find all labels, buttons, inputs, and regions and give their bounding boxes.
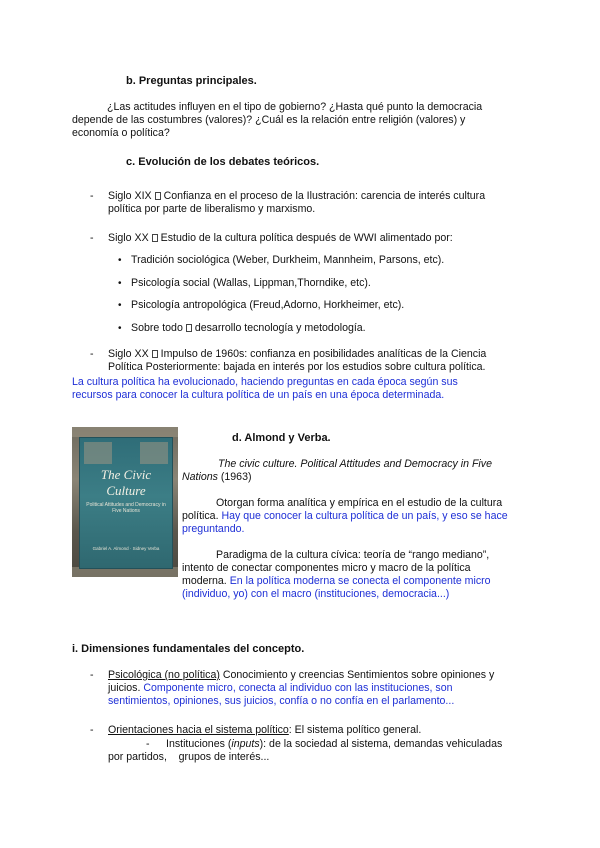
- paragraph-line: ¿Las actitudes influyen en el tipo de gobierno? ¿Hasta qué punto la democracia: [107, 101, 483, 113]
- paragraph-line: intento de conectar componentes micro y macro de la política: [182, 562, 471, 574]
- list-item-orientaciones: [108, 724, 421, 738]
- item-lead: Siglo XX: [108, 232, 149, 244]
- cover-subtitle: Political Attitudes and Democracy in Five Nations: [86, 502, 166, 514]
- item-lead: Siglo XX: [108, 348, 149, 360]
- item-lead: Siglo XIX: [108, 190, 152, 202]
- paragraph-line: Paradigma de la cultura cívica: teoría de “rango mediano”,: [216, 549, 490, 561]
- paragraph-line: (individuo, yo) con el macro (instituciones, democracia...): [182, 588, 450, 600]
- item-text: Impulso de 1960s: confianza en posibilidades analíticas de la Ciencia: [160, 348, 487, 360]
- text-black: política.: [182, 510, 222, 522]
- book-title-continued: [182, 471, 252, 485]
- book-year: (1963): [217, 471, 252, 483]
- sub-italic: inputs: [231, 738, 260, 750]
- item-text: Confianza en el proceso de la Ilustración: carencia de interés cultura: [163, 190, 486, 202]
- list-dash: -: [90, 232, 94, 244]
- list-item-siglo-xx-1960s: [108, 348, 486, 362]
- highlight-note: recursos para conocer la cultura política de un país en una época determinada.: [72, 389, 445, 401]
- item-text-continued: sentimientos, opiniones, sus juicios, confía o no confía en el parlamento...: [108, 695, 455, 707]
- paragraph-line: [182, 510, 508, 524]
- underlined-term: Orientaciones hacia el sistema político: [108, 724, 289, 736]
- item-text-continued: política por parte de liberalismo y marxismo.: [108, 203, 316, 215]
- bullet-item: [131, 322, 366, 336]
- cover-panel: [79, 437, 173, 569]
- arrow-placeholder-icon: [152, 350, 158, 358]
- sub-lead: Instituciones (: [166, 738, 232, 750]
- item-text-continued: Política Posteriormente: bajada en interés por los estudios sobre cultura política.: [108, 361, 486, 373]
- book-title-italic: Nations: [182, 471, 218, 483]
- highlight-note: La cultura política ha evolucionado, haciendo preguntas en cada época según sus: [72, 376, 458, 388]
- paragraph-line: depende de las costumbres (valores)? ¿Cuál es la relación entre religión (valores) y: [72, 114, 466, 126]
- sub-text: ): de la sociedad al sistema, demandas vehiculadas: [259, 738, 503, 750]
- cover-authors: Gabriel A. Almond · Sidney Verba: [92, 546, 160, 551]
- bullet-item: Psicología antropológica (Freud,Adorno, Horkheimer, etc).: [131, 299, 405, 311]
- list-dash: -: [90, 348, 94, 360]
- text-black: juicios.: [108, 682, 144, 694]
- cover-title-line1: The Civic: [100, 467, 152, 482]
- list-dash: -: [90, 190, 94, 202]
- item-text: : El sistema político general.: [288, 724, 422, 736]
- book-title: The civic culture. Political Attitudes and Democracy in Five: [218, 458, 492, 470]
- bullet-icon: •: [118, 323, 122, 334]
- arrow-placeholder-icon: [152, 234, 158, 242]
- bullet-item: Psicología social (Wallas, Lippman,Thorndike, etc).: [131, 277, 371, 289]
- bullet-lead: Sobre todo: [131, 322, 183, 334]
- paragraph-line: economía o política?: [72, 127, 170, 139]
- paragraph-line: preguntando.: [182, 523, 245, 535]
- item-text: Estudio de la cultura política después de WWI alimentado por:: [160, 232, 453, 244]
- arrow-placeholder-icon: [186, 324, 192, 332]
- underlined-term: Psicológica (no política): [108, 669, 220, 681]
- sub-item-instituciones: [166, 738, 502, 752]
- list-dash: -: [90, 669, 94, 681]
- text-blue: Componente micro, conecta al individuo con las instituciones, son: [143, 682, 453, 694]
- sub-item-continued: por partidos, grupos de interés...: [108, 751, 270, 763]
- paragraph-line: [182, 575, 491, 589]
- heading-evolucion-debates: c. Evolución de los debates teóricos.: [126, 156, 320, 168]
- heading-almond-verba: d. Almond y Verba.: [232, 432, 331, 444]
- text-black: moderna.: [182, 575, 230, 587]
- heading-preguntas-principales: b. Preguntas principales.: [126, 75, 257, 87]
- bullet-text: desarrollo tecnología y metodología.: [194, 322, 366, 334]
- text-blue: En la política moderna se conecta el componente micro: [229, 575, 491, 587]
- text-blue: Hay que conocer la cultura política de un país, y eso se hace: [221, 510, 508, 522]
- list-item-siglo-xix: [108, 190, 485, 204]
- list-dash: -: [90, 724, 94, 736]
- list-item-siglo-xx: [108, 232, 453, 246]
- bullet-item: Tradición sociológica (Weber, Durkheim, Mannheim, Parsons, etc).: [131, 254, 445, 266]
- item-text-continued: [108, 682, 452, 696]
- paragraph-line: Otorgan forma analítica y empírica en el estudio de la cultura: [216, 497, 503, 509]
- arrow-placeholder-icon: [155, 192, 161, 200]
- bullet-icon: •: [118, 300, 122, 311]
- book-cover-image: [72, 427, 178, 577]
- sub-list-dash: -: [146, 738, 150, 750]
- bullet-icon: •: [118, 278, 122, 289]
- item-text: Conocimiento y creencias Sentimientos sobre opiniones y: [219, 669, 495, 681]
- cover-title-line2: Culture: [106, 483, 146, 498]
- list-item-psicologica: [108, 669, 494, 683]
- bullet-icon: •: [118, 255, 122, 266]
- heading-dimensiones: i. Dimensiones fundamentales del concepto.: [72, 643, 305, 655]
